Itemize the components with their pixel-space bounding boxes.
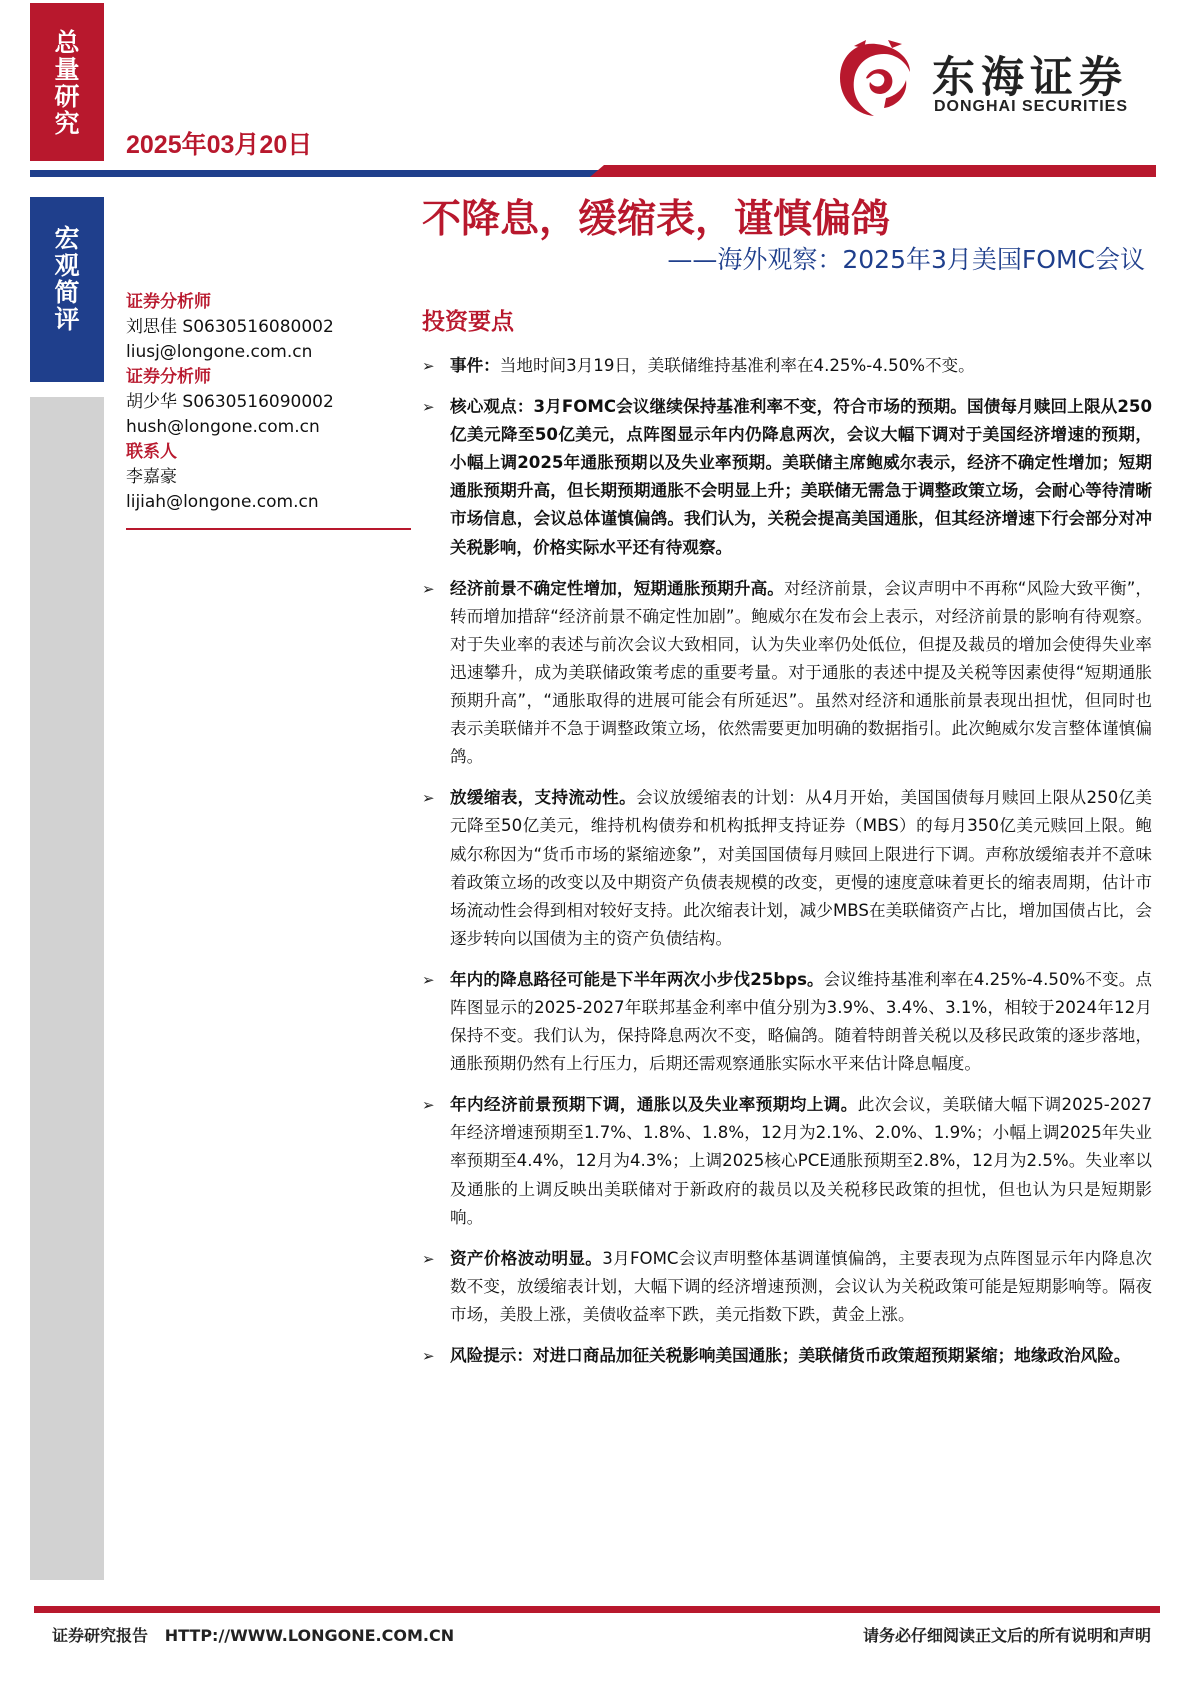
key-point-body: 此次会议，美联储大幅下调2025-2027年经济增速预期至1.7%、1.8%、1.8%，12月为2.1%、2.0%、1.9%；小幅上调2025年失业率预期至4.4%，12月为4.3%；上调2025核心PCE通胀预期至2.8%，12月为2.5%。失业率以及通胀的上调反映出美联储对于新政府的裁员以及关税移民政策的担忧，但也认为只是短期影响。	[450, 1095, 1152, 1227]
key-point-body: 3月FOMC会议声明整体基调谨慎偏鸽，主要表现为点阵图显示年内降息次数不变，放缓缩表计划，大幅下调的经济增速预测，会议认为关税政策可能是短期影响等。隔夜市场，美股上涨，美债收益率下跌，美元指数下跌，黄金上涨。	[450, 1248, 1152, 1324]
donghai-logo-icon	[826, 36, 922, 126]
footer-disclaimer: 请务必仔细阅读正文后的所有说明和声明	[862, 1626, 1151, 1645]
contact-block	[126, 440, 411, 515]
arrow-bullet-icon: ➢	[422, 579, 435, 598]
report-date: 2025年03月20日	[126, 131, 313, 159]
key-point-lead: 风险提示：	[450, 1346, 533, 1365]
key-point	[422, 1091, 1152, 1231]
analyst-role: 证券分析师	[126, 292, 211, 312]
logo-english-text: DONGHAI SECURITIES	[934, 98, 1129, 115]
key-point	[422, 966, 1152, 1078]
key-points-list	[422, 352, 1152, 1383]
key-point	[422, 1245, 1152, 1329]
analyst-list	[126, 290, 411, 515]
key-point	[422, 1342, 1152, 1370]
footer-left	[52, 1623, 454, 1646]
report-title: 不降息，缓缩表，谨慎偏鸽	[422, 197, 891, 242]
footer-url-link[interactable]: HTTP://WWW.LONGONE.COM.CN	[164, 1626, 455, 1645]
key-point-body: 3月FOMC会议继续保持基准利率不变，符合市场的预期。国债每月赎回上限从250亿美元降至50亿美元，点阵图显示年内仍降息两次，会议大幅下调对于美国经济增速的预期，小幅上调2025年通胀预期以及失业率预期。美联储主席鲍威尔表示，经济不确定性增加；短期通胀预期升高，但长期预期通胀不会明显上升；美联储无需急于调整政策立场，会耐心等待清晰市场信息，会议总体谨慎偏鸽。我们认为，关税会提高美国通胀，但其经济增速下行会部分对冲关税影响，价格实际水平还有待观察。	[450, 397, 1152, 557]
key-point	[422, 784, 1152, 953]
key-point-body: 当地时间3月19日，美联储维持基准利率在4.25%-4.50%不变。	[499, 356, 975, 375]
section-title: 投资要点	[422, 309, 514, 335]
key-point-lead: 放缓缩表，支持流动性。	[450, 788, 636, 808]
key-point-lead: 资产价格波动明显。	[450, 1248, 603, 1268]
key-point-body: 对经济前景，会议声明中不再称“风险大致平衡”，转而增加措辞“经济前景不确定性加剧”。鲍威尔在发布会上表示，对经济前景的影响有待观察。对于失业率的表述与前次会议大致相同，认为失业率仍处低位，但提及裁员的增加会使得失业率迅速攀升，成为美联储政策考虑的重要考量。对于通胀的表述中提及关税等因素使得“短期通胀预期升高”，“通胀取得的进展可能会有所延迟”。虽然对经济和通胀前景表现出担忧，但同时也表示美联储并不急于调整政策立场，依然需要更加明确的数据指引。此次鲍威尔发言整体谨慎偏鸽。	[450, 578, 1152, 767]
key-point-lead: 事件：	[450, 356, 500, 375]
footer-divider	[34, 1606, 1160, 1613]
key-point	[422, 393, 1152, 562]
key-point	[422, 575, 1152, 772]
header-divider-red	[590, 165, 1156, 177]
arrow-bullet-icon: ➢	[422, 398, 435, 417]
key-point-lead: 年内的降息路径可能是下半年两次小步伐25bps。	[450, 969, 824, 989]
category-tab	[30, 3, 104, 161]
analyst-email: hush@longone.com.cn	[126, 417, 320, 437]
footer-label: 证券研究报告	[52, 1626, 149, 1645]
arrow-bullet-icon: ➢	[422, 1347, 435, 1365]
analyst-block	[126, 290, 411, 365]
arrow-bullet-icon: ➢	[422, 970, 435, 989]
analyst-block	[126, 365, 411, 440]
arrow-bullet-icon: ➢	[422, 1096, 435, 1115]
subcategory-tab	[30, 197, 104, 382]
key-point-body: 会议维持基准利率在4.25%-4.50%不变。点阵图显示的2025-2027年联邦基金利率中值分别为3.9%、3.4%、3.1%，相较于2024年12月保持不变。我们认为，保持降息两次不变，略偏鸽。随着特朗普关税以及移民政策的逐步落地，通胀预期仍然有上行压力，后期还需观察通胀实际水平来估计降息幅度。	[450, 969, 1152, 1074]
category-tab-label: 总量研究	[54, 28, 80, 138]
analyst-name: 胡少华 S0630516090002	[126, 392, 334, 412]
key-point-body: 会议放缓缩表的计划：从4月开始，美国国债每月赎回上限从250亿美元降至50亿美元，维持机构债券和机构抵押支持证券（MBS）的每月350亿美元赎回上限。鲍威尔称因为“货币市场的紧缩迹象”，对美国国债每月赎回上限进行下调。声称放缓缩表并不意味着政策立场的改变以及中期资产负债表规模的改变，更慢的速度意味着更长的缩表周期，估计市场流动性会得到相对较好支持。此次缩表计划，减少MBS在美联储资产占比，增加国债占比，会逐步转向以国债为主的资产负债结构。	[450, 788, 1152, 948]
analyst-email: liusj@longone.com.cn	[126, 342, 313, 362]
analyst-name: 刘思佳 S0630516080002	[126, 317, 334, 337]
report-subtitle: ——海外观察：2025年3月美国FOMC会议	[667, 245, 1145, 274]
arrow-bullet-icon: ➢	[422, 1249, 435, 1268]
arrow-bullet-icon: ➢	[422, 789, 435, 808]
contact-name: 李嘉豪	[126, 467, 177, 487]
analyst-divider	[126, 528, 411, 530]
key-point-lead: 年内经济前景预期下调，通胀以及失业率预期均上调。	[450, 1095, 858, 1115]
contact-email: lijiah@longone.com.cn	[126, 492, 319, 512]
subcategory-tab-label: 宏观简评	[54, 224, 80, 334]
logo-chinese-text: 东海证券	[932, 53, 1128, 103]
arrow-bullet-icon: ➢	[422, 357, 435, 375]
sidebar-grey-bar	[30, 397, 104, 1580]
key-point-lead: 核心观点：	[450, 397, 534, 417]
key-point-body: 对进口商品加征关税影响美国通胀；美联储货币政策超预期紧缩；地缘政治风险。	[532, 1346, 1131, 1365]
key-point	[422, 352, 1152, 380]
key-point-lead: 经济前景不确定性增加，短期通胀预期升高。	[450, 578, 784, 598]
contact-role: 联系人	[126, 442, 177, 462]
analyst-role: 证券分析师	[126, 367, 211, 387]
